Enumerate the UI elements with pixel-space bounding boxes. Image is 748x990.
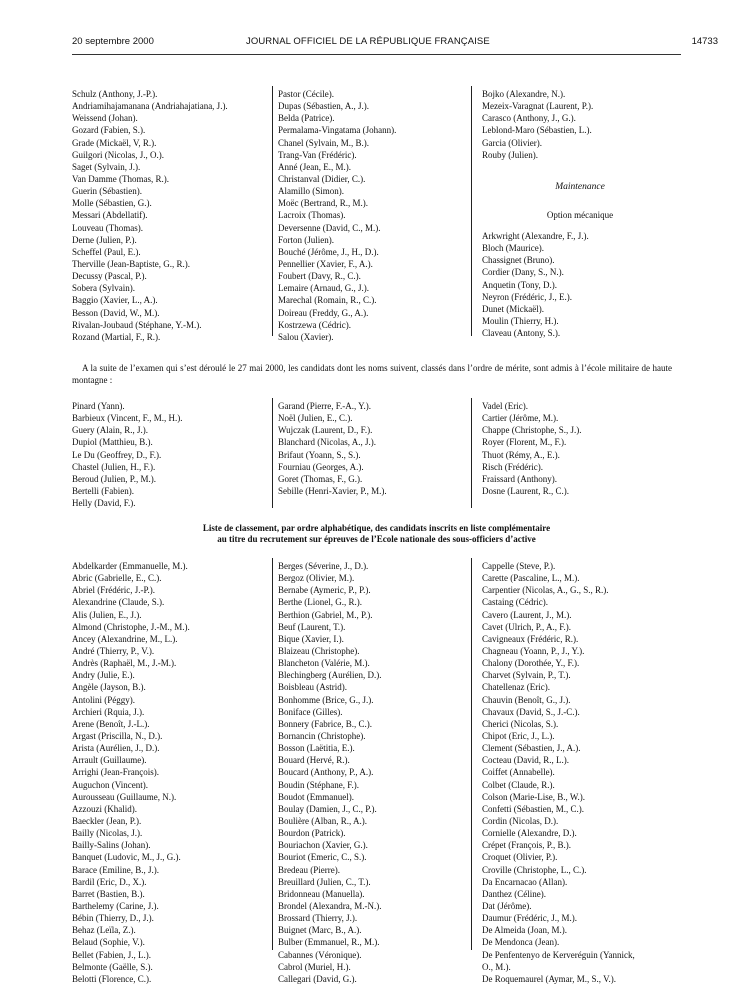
name-entry: Bonnery (Fabrice, B., C.). — [278, 718, 372, 729]
name-entry: Abric (Gabrielle, E., C.). — [72, 573, 162, 584]
name-entry: Bornancin (Christophe). — [278, 730, 366, 741]
name-entry: Behaz (Leïla, Z.). — [72, 925, 136, 936]
name-entry: Fourniau (Georges, A.). — [278, 461, 364, 472]
name-entry: Blancheton (Valérie, M.). — [278, 658, 370, 669]
name-entry: Callegari (David, G.). — [278, 973, 357, 984]
section3-column3 — [482, 560, 635, 985]
section2-column1 — [72, 400, 182, 509]
name-entry: Guery (Alain, R., J.). — [72, 425, 148, 436]
name-entry: Belmonte (Gaëlle, S.). — [72, 961, 153, 972]
column-divider — [471, 398, 472, 508]
section1-column3a — [482, 88, 593, 161]
name-entry: Louveau (Thomas). — [72, 222, 143, 233]
name-entry: Carette (Pascaline, L., M.). — [482, 573, 580, 584]
name-entry: Charvet (Sylvain, P., T.). — [482, 670, 571, 681]
name-entry: Cocteau (David, R., L.). — [482, 755, 569, 766]
name-entry: Castaing (Cédric). — [482, 597, 548, 608]
name-entry: De Roquemaurel (Aymar, M., S., V.). — [482, 973, 616, 984]
name-entry: Chappe (Christophe, S., J.). — [482, 425, 582, 436]
name-entry: Antolini (Péggy). — [72, 694, 135, 705]
name-entry: Andrès (Raphaël, M., J.-M.). — [72, 658, 177, 669]
name-entry: Brossard (Thierry, J.). — [278, 913, 358, 924]
name-entry: Arrault (Guillaume). — [72, 755, 147, 766]
name-entry: Therville (Jean-Baptiste, G., R.). — [72, 258, 190, 269]
name-entry: Anquetin (Tony, D.). — [482, 279, 558, 290]
name-entry: Barace (Emiline, B., J.). — [72, 864, 159, 875]
name-entry: Ancey (Alexandrine, M., L.). — [72, 633, 178, 644]
name-entry: Boisbleau (Astrid). — [278, 682, 347, 693]
name-entry: Bardil (Eric, D., X.). — [72, 876, 147, 887]
name-entry: Claveau (Antony, S.). — [482, 328, 561, 339]
name-entry: Goret (Thomas, F., G.). — [278, 473, 363, 484]
name-entry: Garcia (Olivier). — [482, 137, 542, 148]
name-entry: Boudin (Stéphane, F.). — [278, 779, 360, 790]
name-entry: Andriamihajamanana (Andriahajatiana, J.). — [72, 101, 228, 112]
name-entry: Alexandrine (Claude, S.). — [72, 597, 165, 608]
name-entry: Croville (Christophe, L., C.). — [482, 864, 587, 875]
name-entry: Sobera (Sylvain). — [72, 283, 135, 294]
name-entry: Bonhomme (Brice, G., J.). — [278, 694, 374, 705]
column-divider — [272, 398, 273, 508]
name-entry: Chauvin (Benoît, G., J.). — [482, 694, 571, 705]
name-entry: Boulière (Alban, R., A.). — [278, 815, 367, 826]
name-entry: Molle (Sébastien, G.). — [72, 198, 152, 209]
name-entry: Argast (Priscilla, N., D.). — [72, 730, 163, 741]
name-entry: Risch (Frédéric). — [482, 461, 543, 472]
header-rule — [72, 54, 681, 55]
name-entry: Beroud (Julien, P., M.). — [72, 473, 156, 484]
name-entry: Carpentier (Nicolas, A., G., S., R.). — [482, 585, 609, 596]
maintenance-heading: Maintenance — [555, 182, 605, 192]
name-entry: Anné (Jean, E., M.). — [278, 161, 351, 172]
name-entry: Daumur (Frédéric, J., M.). — [482, 913, 577, 924]
name-entry: Baeckler (Jean, P.). — [72, 815, 142, 826]
name-entry: Belda (Patrice). — [278, 113, 335, 124]
name-entry: Grade (Mickaël, V, R.). — [72, 137, 157, 148]
name-entry: Bailly-Salins (Johan). — [72, 840, 151, 851]
name-entry: Pennellier (Xavier, F., A.). — [278, 258, 373, 269]
name-entry: Abriel (Frédéric, J.-P.). — [72, 585, 155, 596]
name-entry: Colson (Marie-Lise, B., W.). — [482, 791, 585, 802]
name-entry: Carasco (Anthony, J., G.). — [482, 113, 576, 124]
name-entry: Blanchard (Nicolas, A., J.). — [278, 437, 376, 448]
name-entry: Arkwright (Alexandre, F., J.). — [482, 231, 589, 241]
name-entry: Alis (Julien, E., J.). — [72, 609, 142, 620]
name-entry: Banquet (Ludovic, M., J., G.). — [72, 852, 181, 863]
name-entry: Saget (Sylvain, J.). — [72, 161, 141, 172]
name-entry: Rivalan-Joubaud (Stéphane, Y.-M.). — [72, 319, 202, 330]
name-entry: Bulber (Emmanuel, R., M.). — [278, 937, 380, 948]
name-entry: Pinard (Yann). — [72, 401, 125, 411]
name-entry: Cabannes (Véronique). — [278, 949, 362, 960]
name-entry: Bique (Xavier, I.). — [278, 633, 344, 644]
name-entry: Brifaut (Yoann, S., S.). — [278, 449, 361, 460]
name-entry: Baggio (Xavier, L., A.). — [72, 295, 158, 306]
name-entry: Bouché (Jérôme, J., H., D.). — [278, 246, 379, 257]
journal-title: JOURNAL OFFICIEL DE LA RÉPUBLIQUE FRANÇAISE — [246, 36, 490, 47]
name-entry: Cartier (Jérôme, M.). — [482, 413, 559, 424]
name-entry: Colbet (Claude, R.). — [482, 779, 555, 790]
name-entry: Wujczak (Laurent, D., F.). — [278, 425, 373, 436]
name-entry: Clement (Sébastien, J., A.). — [482, 743, 581, 754]
name-entry: Cornielle (Alexandre, D.). — [482, 828, 577, 839]
name-entry: Kostrzewa (Cédric). — [278, 319, 351, 330]
name-entry: Cordier (Dany, S., N.). — [482, 267, 564, 278]
name-entry: Almond (Christophe, J.-M., M.). — [72, 621, 190, 632]
section1-column2 — [278, 88, 396, 343]
name-entry: Berges (Séverine, J., D.). — [278, 561, 369, 571]
name-entry: Rozand (Martial, F., R.). — [72, 331, 161, 342]
name-entry: Pastor (Cécile). — [278, 89, 334, 99]
name-entry: Bloch (Maurice). — [482, 243, 544, 254]
name-entry: Van Damme (Thomas, R.). — [72, 173, 169, 184]
name-entry: Bouriot (Emeric, C., S.). — [278, 852, 367, 863]
name-entry: Chipot (Eric, J., L.). — [482, 730, 555, 741]
name-entry: Brondel (Alexandra, M.-N.). — [278, 900, 382, 911]
name-entry: Weissend (Johan). — [72, 113, 138, 124]
page-header — [0, 36, 748, 52]
column-divider — [471, 86, 472, 336]
name-entry: Fraissard (Anthony). — [482, 473, 557, 484]
name-entry: Chassignet (Bruno). — [482, 255, 555, 266]
section2-column2 — [278, 400, 387, 497]
name-entry: De Almeida (Joan, M.). — [482, 925, 567, 936]
list-heading-line1: Liste de classement, par ordre alphabétique, des candidats inscrits en liste complémentaire — [202, 523, 551, 533]
name-entry: Schulz (Anthony, J.-P.). — [72, 89, 158, 99]
name-entry: Leblond-Maro (Sébastien, L.). — [482, 125, 592, 136]
name-entry: Bernabe (Aymeric, P., P.). — [278, 585, 371, 596]
column-divider — [471, 558, 472, 950]
name-entry: Trang-Van (Frédéric). — [278, 149, 357, 160]
name-entry: Boucard (Anthony, P., A.). — [278, 767, 374, 778]
name-entry: Vadel (Eric). — [482, 401, 528, 411]
name-entry: Besson (David, W., M.). — [72, 307, 160, 318]
name-entry: Messari (Abdellatif). — [72, 210, 148, 221]
name-entry: De Mendonca (Jean). — [482, 937, 560, 948]
name-entry: Angèle (Jayson, B.). — [72, 682, 146, 693]
name-entry: Bergoz (Olivier, M.). — [278, 573, 355, 584]
header-date: 20 septembre 2000 — [72, 36, 154, 47]
name-entry: Noël (Julien, E., C.). — [278, 413, 353, 424]
name-entry: Derne (Julien, P.). — [72, 234, 137, 245]
name-entry: Archieri (Rquia, J.). — [72, 706, 145, 717]
name-entry: Barbieux (Vincent, F., M., H.). — [72, 413, 183, 424]
name-entry: Bébin (Thierry, D., J.). — [72, 913, 154, 924]
name-entry: Le Du (Geoffrey, D., F.). — [72, 449, 162, 460]
name-entry: Gozard (Fabien, S.). — [72, 125, 146, 136]
name-entry: Rouby (Julien). — [482, 149, 538, 160]
name-entry: Azzouzi (Khalid). — [72, 803, 137, 814]
name-entry: Neyron (Frédéric, J., E.). — [482, 291, 572, 302]
name-entry: Doireau (Freddy, G., A.). — [278, 307, 369, 318]
name-entry: Christanval (Didier, C.). — [278, 173, 366, 184]
name-entry: Forton (Julien). — [278, 234, 334, 245]
name-entry: Boniface (Gilles). — [278, 706, 343, 717]
name-entry: Boulay (Damien, J., C., P.). — [278, 803, 377, 814]
name-entry: Bouriachon (Xavier, G.). — [278, 840, 368, 851]
name-entry: Bourdon (Patrick). — [278, 828, 346, 839]
name-entry: Mezeix-Varagnat (Laurent, P.). — [482, 101, 594, 112]
name-entry: Dat (Jérôme). — [482, 900, 532, 911]
name-entry: Moëc (Bertrand, R., M.). — [278, 198, 368, 209]
name-entry: Arista (Aurélien, J., D.). — [72, 743, 160, 754]
name-entry: Dosne (Laurent, R., C.). — [482, 485, 569, 496]
name-entry: Cavet (Ulrich, P., A., F.). — [482, 621, 572, 632]
name-entry: Cabrol (Muriel, H.). — [278, 961, 351, 972]
name-entry: Cappelle (Steve, P.). — [482, 561, 556, 571]
name-entry: Blechingberg (Aurélien, D.). — [278, 670, 382, 681]
name-entry: Decussy (Pascal, P.). — [72, 271, 147, 282]
name-entry: Crépet (François, P., B.). — [482, 840, 571, 851]
name-entry: Confetti (Sébastien, M., C.). — [482, 803, 584, 814]
name-entry: Arene (Benoît, J.-L.). — [72, 718, 150, 729]
section3-column2 — [278, 560, 382, 985]
name-entry: Bojko (Alexandre, N.). — [482, 89, 566, 99]
name-entry: Arrighi (Jean-François). — [72, 767, 159, 778]
name-entry: Boudot (Emmanuel). — [278, 791, 354, 802]
name-entry: Breuillard (Julien, C., T.). — [278, 876, 371, 887]
name-entry: Bridonneau (Manuella). — [278, 888, 365, 899]
name-entry: Guerin (Sébastien). — [72, 186, 142, 197]
name-entry: Chalony (Dorothée, Y., F.). — [482, 658, 580, 669]
name-entry: Dupas (Sébastien, A., J.). — [278, 101, 369, 112]
name-entry: Cherici (Nicolas, S.). — [482, 718, 559, 729]
column-divider — [272, 86, 273, 336]
list-heading-line2: au titre du recrutement sur épreuves de l’Ecole nationale des sous-officiers d’active — [217, 534, 536, 544]
name-entry: Marechal (Romain, R., C.). — [278, 295, 377, 306]
name-entry: Bosson (Laëtitia, E.). — [278, 743, 355, 754]
name-entry: Foubert (Davy, R., C.). — [278, 271, 361, 282]
name-entry: Deversenne (David, C., M.). — [278, 222, 381, 233]
name-entry: Auguchon (Vincent). — [72, 779, 148, 790]
name-entry: Dunet (Mickaël). — [482, 303, 544, 314]
name-entry: Garand (Pierre, F.-A., Y.). — [278, 401, 372, 411]
name-entry: Moulin (Thierry, H.). — [482, 315, 559, 326]
name-entry: Beuf (Laurent, T.). — [278, 621, 346, 632]
name-entry: Berthe (Lionel, G., R.). — [278, 597, 362, 608]
name-entry: Belotti (Florence, C.). — [72, 973, 152, 984]
name-entry: Coiffet (Annabelle). — [482, 767, 555, 778]
name-entry: Royer (Florent, M., F.). — [482, 437, 567, 448]
name-entry: Barret (Bastien, B.). — [72, 888, 145, 899]
name-entry: Chatellenaz (Eric). — [482, 682, 550, 693]
name-entry: Barthelemy (Carine, J.). — [72, 900, 159, 911]
section1-column3b — [482, 230, 589, 339]
name-entry: Croquet (Olivier, P.). — [482, 852, 558, 863]
name-entry: Chavaux (David, S., J.-C.). — [482, 706, 580, 717]
name-entry: Berthion (Gabriel, M., P.). — [278, 609, 373, 620]
name-entry: Danthez (Céline). — [482, 888, 546, 899]
name-entry: Helly (David, F.). — [72, 498, 136, 509]
name-entry: Cordin (Nicolas, D.). — [482, 815, 559, 826]
option-heading: Option mécanique — [546, 210, 614, 220]
name-entry: Aurousseau (Guillaume, N.). — [72, 791, 177, 802]
page-number: 14733 — [691, 36, 718, 47]
name-entry: Bouard (Hervé, R.). — [278, 755, 350, 766]
name-entry: André (Thierry, P., V.). — [72, 645, 155, 656]
section2-column3 — [482, 400, 582, 497]
name-entry: Guilgori (Nicolas, J., O.). — [72, 149, 164, 160]
section1-column1 — [72, 88, 228, 343]
name-entry: Buignet (Marc, B., A.). — [278, 925, 362, 936]
name-entry: O., M.). — [482, 961, 511, 972]
name-entry: Bailly (Nicolas, J.). — [72, 828, 143, 839]
name-entry: Abdelkarder (Emmanuelle, M.). — [72, 561, 188, 571]
name-entry: Andry (Julie, E.). — [72, 670, 135, 681]
name-entry: Chagneau (Yoann, P., J., Y.). — [482, 645, 585, 656]
name-entry: Chanel (Sylvain, M., B.). — [278, 137, 369, 148]
name-entry: Chastel (Julien, H., F.). — [72, 461, 156, 472]
name-entry: Bellet (Fabien, J., L.). — [72, 949, 151, 960]
name-entry: Belaud (Sophie, V.). — [72, 937, 145, 948]
column-divider — [272, 558, 273, 950]
name-entry: Alamillo (Simon). — [278, 186, 344, 197]
name-entry: Cavigneaux (Frédéric, R.). — [482, 633, 579, 644]
name-entry: Bredeau (Pierre). — [278, 864, 340, 875]
section3-column1 — [72, 560, 190, 985]
name-entry: Cavero (Laurent, J., M.). — [482, 609, 572, 620]
name-entry: Da Encarnacao (Allan). — [482, 876, 568, 887]
name-entry: Blaizeau (Christophe). — [278, 645, 360, 656]
name-entry: De Penfentenyo de Kerveréguin (Yannick, — [482, 949, 635, 960]
name-entry: Salou (Xavier). — [278, 331, 334, 342]
name-entry: Permalama-Vingatama (Johann). — [278, 125, 397, 136]
name-entry: Thuot (Rémy, A., E.). — [482, 449, 560, 460]
name-entry: Lacroix (Thomas). — [278, 210, 346, 221]
name-entry: Dupiol (Matthieu, B.). — [72, 437, 153, 448]
name-entry: Bertelli (Fabien). — [72, 485, 134, 496]
name-entry: Lemaire (Arnaud, G., J.). — [278, 283, 369, 294]
name-entry: Scheffel (Paul, E.). — [72, 246, 141, 257]
exam-paragraph: A la suite de l’examen qui s’est déroulé le 27 mai 2000, les candidats dont les noms suivent, classés dans l’ordre de mérite, sont admis à l’école militaire de haute montagne : — [72, 363, 672, 385]
name-entry: Sebille (Henri-Xavier, P., M.). — [278, 485, 387, 496]
